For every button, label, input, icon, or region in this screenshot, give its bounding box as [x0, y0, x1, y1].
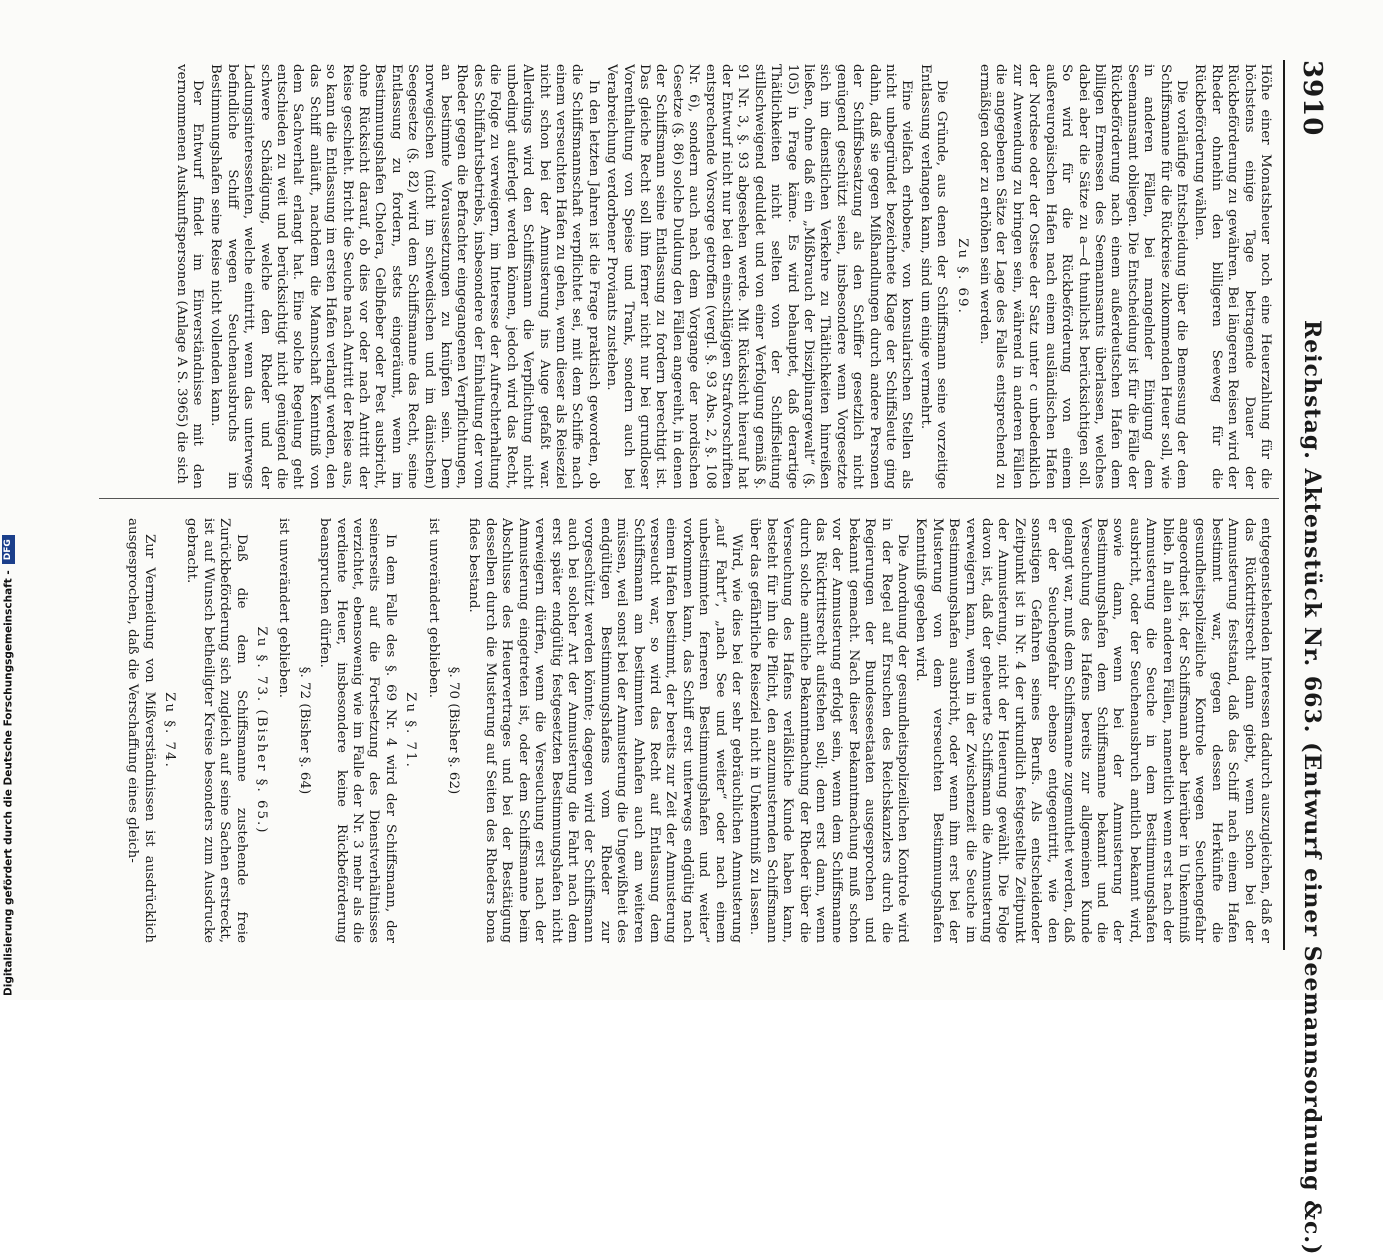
header-title: Reichstag. Aktenstück Nr. 663. (Entwurf einer Seemannsordnung &c.) — [1299, 320, 1325, 1255]
section-heading: Zu §. 69. — [954, 238, 970, 315]
paragraph: entgegenstehenden Interessen dadurch auszugleichen, daß er das Rücktrittsrecht dann giebt, wenn schon bei der Anmusterung feststand, daß das Schiff nach einem Hafen bestimmt war, gegen dessen Herkünfte die gesundheitspolizeiliche Kontrole wegen Seuchengefahr angeordnet ist, der Schiffsmann aber hierüber in Unkenntniß blieb. In allen anderen Fällen, namentlich wenn erst nach der Anmusterung die Seuche in dem Bestimmungshafen ausbricht, oder der Seuchenausbruch amtlich bekannt wird, sowie dann, wenn bei der Anmusterung der Bestimmungshafen dem Schiffsmanne bekannt und die Verseuchung des Hafens bereits zur allgemeinen Kunde gelangt war, muß dem Schiffsmanne zugemuthet werden, daß er der Seuchengefahr ebenso entgegentritt, wie den sonstigen Gefahren seines Berufs. Als entscheidender Zeitpunkt ist in Nr. 4 der urkundlich festgestellte Zeitpunkt der Anmusterung, nicht der Heuerung gewählt. Die Folge davon ist, daß der geheuerte Schiffsmann die Anmusterung verweigern kann, wenn in der Zwischenzeit die Seuche im Bestimmungshafen ausbricht, oder wenn ihm erst bei der Musterung von dem verseuchten Bestimmungshafen Kenntniß gegeben wird. — [913, 518, 1273, 943]
paragraph: Zur Vermeidung von Mißverständnissen ist ausdrücklich ausgesprochen, daß die Verschaffung eines gleich- — [125, 518, 157, 943]
paragraph: ist unverändert geblieben. — [276, 518, 292, 699]
section-caption: §. 72 (Bisher §. 64) — [296, 666, 312, 795]
page-number: 3910 — [1297, 60, 1327, 137]
section-caption: §. 70 (Bisher §. 62) — [446, 666, 462, 795]
paragraph: Eine vielfach erhobene, von konsularischen Stellen als nicht unbegründet bezeichnete Klage der Schiffsleute ging dahin, daß sie gegen Mißhandlungen durch andere Personen der Schiffsbesatzung als den Schiffer gesetzlich nicht genügend geschützt seien, insbesondere wenn Vorgesetzte sich im dienstlichen Verkehre zu Thätlichkeiten hinreißen ließen, ohne daß ein „Mißbrauch der Disziplinargewalt“ (§. 105) in Frage käme. Es wird behauptet, daß derartige Thätlichkeiten nicht selten von der Schiffsleitung stillschweigend geduldet und von einer Verfolgung gemäß §. 91 Nr. 3, §. 93 abgesehen werde. Mit Rücksicht hierauf hat der Entwurf nicht nur bei den einschlägigen Strafvorschriften entsprechende Vorsorge getroffen (vergl. §. 93 Abs. 2, §. 108 Nr. 6), sondern auch nach dem Vorgange der nordischen Gesetze (§. 86) solche Duldung den Fällen angereiht, in denen der Schiffsmann seine Entlassung zu fordern berechtigt ist. Das gleiche Recht soll ihm ferner nicht nur bei grundloser Vorenthaltung von Speise und Trank, sondern auch bei Verabreichung verdorbener Proviants zustehen. — [604, 64, 915, 489]
paragraph: Höhe einer Monatsheuer noch eine Heuerzahlung für die höchstens einige Tage betragende Dauer der Rückbeförderung zu gewähren. Bei längeren Reisen wird der Rheder ohnehin den billigeren Seeweg für die Rückbeförderung wählen. — [1192, 64, 1273, 489]
page-header — [1291, 60, 1331, 1255]
section-heading: Zu §. 74. — [162, 692, 177, 769]
section-heading: Zu §. 71. — [403, 692, 419, 769]
paragraph: Daß die dem Schiffsmanne zustehende freie Zurückbeförderung sich zugleich auf seine Sachen erstreckt, ist auf Wunsch betheiligter Kreise besonders zum Ausdrucke gebracht. — [184, 518, 249, 943]
paragraph: In dem Falle des §. 69 Nr. 4 wird der Schiffsmann, der seinerseits auf die Fortsetzung des Dienstverhältnisses verzichtet, ebensowenig wie im Falle der Nr. 3 mehr als die verdiente Heuer, insbesondere keine Rückbeförderung beanspruchen dürfen. — [317, 518, 398, 943]
paragraph: ist unverändert geblieben. — [425, 518, 441, 699]
header-rule — [1283, 60, 1285, 950]
paragraph: Der Entwurf findet im Einverständnisse mit den vernommenen Auskunftspersonen (Anlage A S. 3965) die sich — [173, 64, 205, 489]
paragraph: Die vorläufige Entscheidung über die Bemessung der dem Schiffsmanne für die Rückreise zukommenden Heuer soll, wie in anderen Fällen, bei mangelnder Einigung dem Seemannsamt obliegen. Die Entscheidung ist für die Fälle der Rückbeförderung nach einem außerdeutschen Hafen dem billigen Ermessen des Seemannsamts überlassen, welches dabei aber die Sätze zu a—d thunlichst berücksichtigen soll. So wird für die Rückbeförderung von einem außereuropäischen Hafen nach einem ausländischen Hafen der Nordsee oder der Ostsee der Satz unter c unbedenklich zur Anwendung zu bringen sein, während in anderen Fällen die angegebenen Sätze der Lage des Falles entsprechend zu ermäßigen oder zu erhöhen sein werden. — [977, 64, 1189, 489]
paragraph: In den letzten Jahren ist die Frage praktisch geworden, ob die Schiffsmannschaft verpflichtet sei, mit dem Schiffe nach einem verseuchten Hafen zu gehen, wenn dieser als Reiseziel nicht schon bei der Anmusterung ins Auge gefaßt war. Allerdings wird den Schiffsmann die Verpflichtung nicht unbedingt auferlegt werden können, jedoch wird das Recht, die Folge zu verweigern, im Interesse der Aufrechterhaltung des Schiffahrtsbetriebs, insbesondere der Einhaltung der vom Rheder gegen die Befrachter eingegangenen Verpflichtungen, an bestimmte Voraussetzungen zu knüpfen sein. Dem norwegischen (nicht im schwedischen und im dänischen) Seegesetze (§. 82) wird dem Schiffsmanne das Recht, seine Entlassung zu fordern, stets eingeräumt, wenn im Bestimmungshafen Cholera, Gelbfieber oder Pest ausbricht, ohne Rücksicht darauf, ob dies vor oder nach Antritt der Reise geschieht. Bricht die Seuche nach Antritt der Reise aus, so kann die Entlassung im ersten Hafen verlangt werden, den das Schiff anläuft, nachdem die Mannschaft Kenntniß von dem Sachverhalt erlangt hat. Eine solche Regelung geht entschieden zu weit und berücksichtigt nicht genügend die schwere Schädigung, welche den Rheder und der Ladungsinteressenten, welche eintritt, wenn das unterwegs befindliche Schiff wegen Seuchenausbruchs im Bestimmungshafen seine Reise nicht vollenden kann. — [208, 64, 601, 489]
footer-attribution — [2, 535, 15, 996]
column-divider — [99, 498, 1279, 499]
left-column — [113, 64, 1273, 489]
attribution-text: Digitalisierung gefördert durch die Deutsche Forschungsgemeinschaft - — [2, 570, 15, 996]
right-column — [113, 518, 1273, 943]
paragraph: Die Anordnung der gesundheitspolizeilichen Kontrole wird in der Regel auf Ersuchen des Reichskanzlers durch die Regierungen der Bundesseestaaten ausgesprochen und bekannt gemacht. Nach dieser Bekanntmachung muß schon vor der Anmusterung erfolgt sein, wenn dem Schiffsmanne das Rücktrittsrecht aufstehen soll; denn erst dann, wenn durch solche amtliche Bekanntmachung der Rheder über die Verseuchung des Hafens verläßliche Kunde haben kann, besteht für ihn die Pflicht, den anzumusternden Schiffsmann über das gefährliche Reiseziel nicht in Unkenntniß zu lassen. — [747, 518, 911, 943]
paragraph: Wird, wie dies bei der sehr gebräuchlichen Anmusterung „auf Fahrt“, „nach See und weiter“ oder nach einem unbestimmten ferneren Bestimmungshafen und weiter“ vorkommen kann, das Schiff erst unterwegs endgültig nach einem Hafen bestimmt, der bereits zur Zeit der Anmusterung verseucht war, so wird das Recht auf Entlassung dem Schiffsmann am bestimmten Anhafen auch am weiteren müssen, weil sonst bei der Anmusterung die Ungewißheit des endgültigen Bestimmungshafens vom Rheder zur vorgeschützt werden könnte; dagegen wird der Schiffsmann auch bei solcher Art der Anmusterung die Fahrt nach dem erst später endgültig festgesetzten Bestimmungshafen nicht verweigern dürfen, wenn die Verseuchung erst nach der Anmusterung eingetreten ist, oder dem Schiffsmanne beim Abschlusse des Heuervertrages und bei der Bestätigung desselben durch die Musterung auf Seiten des Rheders bona fides bestand. — [466, 518, 744, 943]
section-heading: Zu §. 73. (Bisher §. 65.) — [254, 626, 270, 835]
paragraph: Die Gründe, aus denen der Schiffsmann seine vorzeitige Entlassung verlangen kann, sind um einige vermehrt. — [917, 64, 950, 489]
dfg-logo: DFG — [2, 535, 15, 564]
